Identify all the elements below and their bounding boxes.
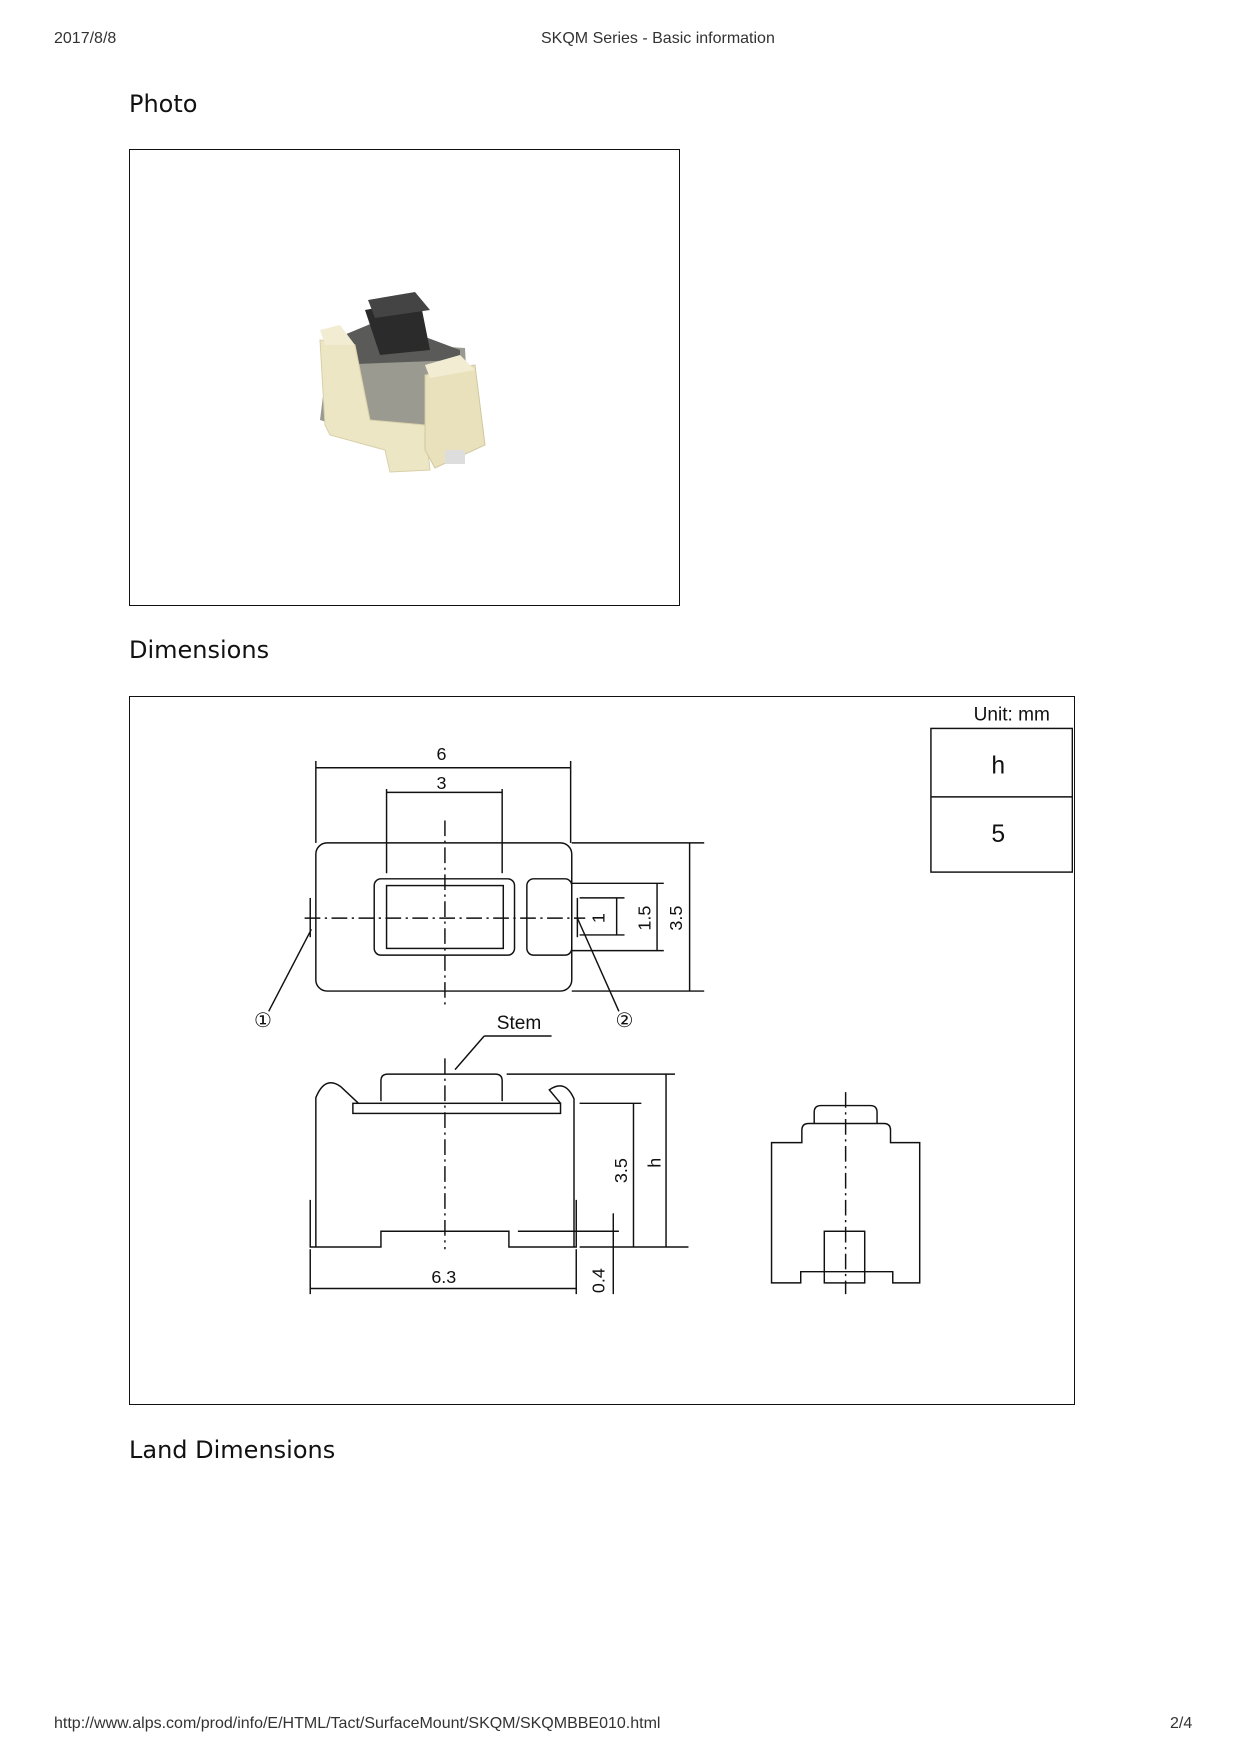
page-number: 2/4 [1170, 1715, 1193, 1732]
terminal-2-label: ② [615, 1009, 634, 1032]
dim-6-3: 6.3 [431, 1266, 457, 1287]
footer-url: http://www.alps.com/prod/info/E/HTML/Tact/SurfaceMount/SKQM/SKQMBBE010.html [54, 1715, 661, 1732]
photo-frame [129, 149, 680, 606]
section-heading-dimensions: Dimensions [129, 636, 270, 664]
dim-1: 1 [588, 913, 609, 924]
top-view [254, 743, 704, 1035]
table-header-h: h [991, 752, 1006, 780]
dim-3-5-side: 3.5 [610, 1158, 631, 1184]
terminal-1-label: ① [254, 1009, 273, 1032]
dim-h: h [644, 1157, 665, 1168]
dimension-drawing [130, 697, 1073, 1403]
product-photo [130, 150, 678, 604]
dimensions-frame [129, 696, 1075, 1405]
stem-label: Stem [496, 1013, 542, 1035]
dim-0-4: 0.4 [588, 1268, 609, 1294]
section-heading-land-dimensions: Land Dimensions [129, 1436, 336, 1464]
page-title: SKQM Series - Basic information [541, 30, 775, 47]
dim-3: 3 [436, 773, 447, 794]
section-heading-photo: Photo [129, 90, 198, 118]
side-view [310, 1013, 688, 1294]
table-value-h: 5 [991, 820, 1006, 848]
dim-6: 6 [436, 743, 447, 764]
height-table [931, 728, 1072, 872]
end-view [772, 1092, 920, 1294]
dim-3-5-top: 3.5 [665, 905, 686, 931]
dim-1-5: 1.5 [634, 905, 655, 931]
print-date: 2017/8/8 [54, 30, 117, 47]
unit-label: Unit: mm [973, 704, 1050, 726]
